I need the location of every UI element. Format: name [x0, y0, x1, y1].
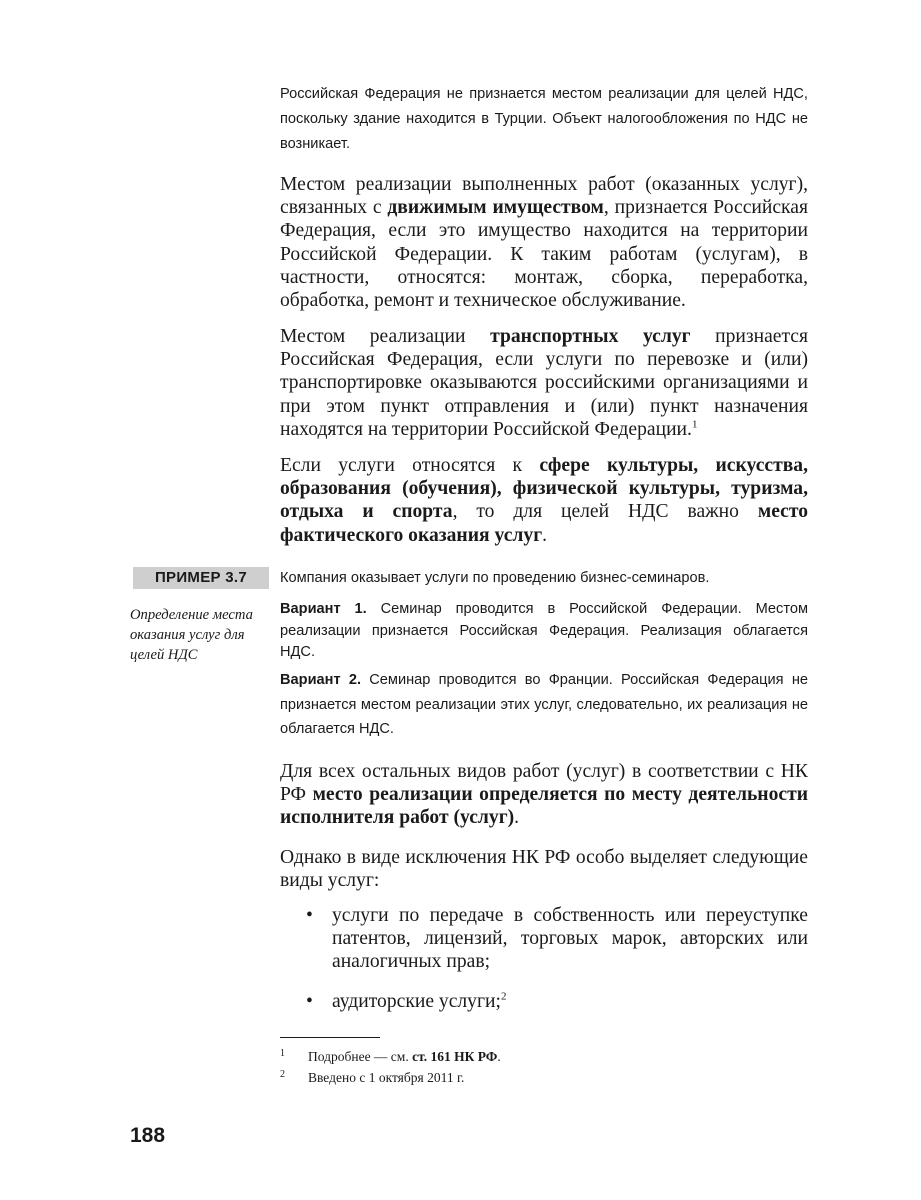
bold-term: движимым имуществом	[387, 197, 604, 219]
bold-term: место реализации определяется по месту деятельности исполнителя работ (услуг)	[280, 784, 808, 829]
footnote-text: Введено с 1 октября 2011 г.	[308, 1070, 465, 1085]
bold-term: транспортных услуг	[490, 326, 691, 347]
paragraph-other-services	[280, 760, 808, 830]
text-run: признается Российская Федерация, если услуги по перевозке и (или) транспортировке оказываются российскими организациями и при этом пункт отправления и (или) пункт назначения находятся на территории Российской Федерации.	[280, 326, 809, 440]
footnote-divider	[280, 1037, 380, 1038]
text-run: , то для целей НДС важно	[452, 501, 758, 523]
bullet-icon: •	[306, 990, 313, 1012]
text-run: Если услуги относятся к	[280, 455, 540, 476]
list-item-text: услуги по передаче в собственность или переуступке патентов, лицензий, торговых марок, авторских или аналогичных прав;	[332, 905, 808, 973]
text-run: Местом реализации	[280, 326, 491, 347]
bold-term: место фактического оказания услуг	[280, 501, 808, 546]
list-item	[304, 990, 808, 1013]
example-side-note: Определение места оказания услуг для целей НДС	[130, 607, 253, 663]
footnote	[280, 1067, 808, 1088]
example-intro: Компания оказывает услуги по проведению бизнес-семинаров.	[280, 570, 710, 586]
paragraph-movable-property	[280, 173, 808, 312]
list-item-text: аудиторские услуги;	[332, 990, 501, 1012]
text-run: .	[542, 524, 547, 546]
text-run: Местом реализации выполненных работ (оказанных услуг), связанных с	[280, 174, 808, 219]
paragraph-exceptions: Однако в виде исключения НК РФ особо выделяет следующие виды услуг:	[280, 847, 808, 892]
footnote-number: 2	[280, 1069, 285, 1080]
example-label: ПРИМЕР 3.7	[133, 567, 269, 589]
intro-paragraph: Российская Федерация не признается местом реализации для целей НДС, поскольку здание находится в Турции. Объект налогообложения по НДС не возникает.	[280, 86, 808, 152]
footnote-ref: 2	[500, 990, 507, 1003]
footnote	[280, 1046, 808, 1067]
paragraph-culture-services	[280, 454, 808, 547]
text-run: Для всех остальных видов работ (услуг) в соответствии с НК РФ	[280, 761, 808, 806]
text-run: .	[514, 807, 520, 829]
example-variant-1	[280, 599, 808, 664]
footnote-text: .	[497, 1049, 501, 1064]
variant-label: Вариант 2.	[280, 672, 362, 688]
paragraph-transport-services	[280, 325, 808, 441]
footnote-number: 1	[280, 1048, 285, 1059]
bullet-icon: •	[306, 905, 313, 926]
footnotes	[280, 1046, 808, 1088]
page-number: 188	[130, 1124, 166, 1147]
footnote-ref: 1	[691, 418, 698, 431]
list-item	[304, 904, 808, 974]
variant-text: Семинар проводится во Франции. Российская Федерация не признается местом реализации этих услуг, следовательно, их реализация не облагается НДС.	[280, 672, 808, 737]
footnote-bold: ст. 161 НК РФ	[412, 1049, 498, 1064]
bold-term: сфере культуры, искусства, образования (обучения), физической культуры, туризма, отдыха и спорта	[280, 455, 808, 523]
variant-text: Семинар проводится в Российской Федерации. Местом реализации признается Российская Федерация. Реализация облагается НДС.	[280, 601, 808, 660]
text-run: , признается Российская Федерация, если это имущество находится на территории Российской Федерации. К таким работам (услугам), в частности, относятся: монтаж, сборка, переработка, обработка, ремонт и техническое обслуживание.	[280, 197, 808, 312]
variant-label: Вариант 1.	[280, 601, 367, 617]
footnote-text: Подробнее — см.	[308, 1049, 413, 1064]
example-variant-2	[280, 668, 808, 742]
exceptions-list	[304, 904, 808, 1013]
